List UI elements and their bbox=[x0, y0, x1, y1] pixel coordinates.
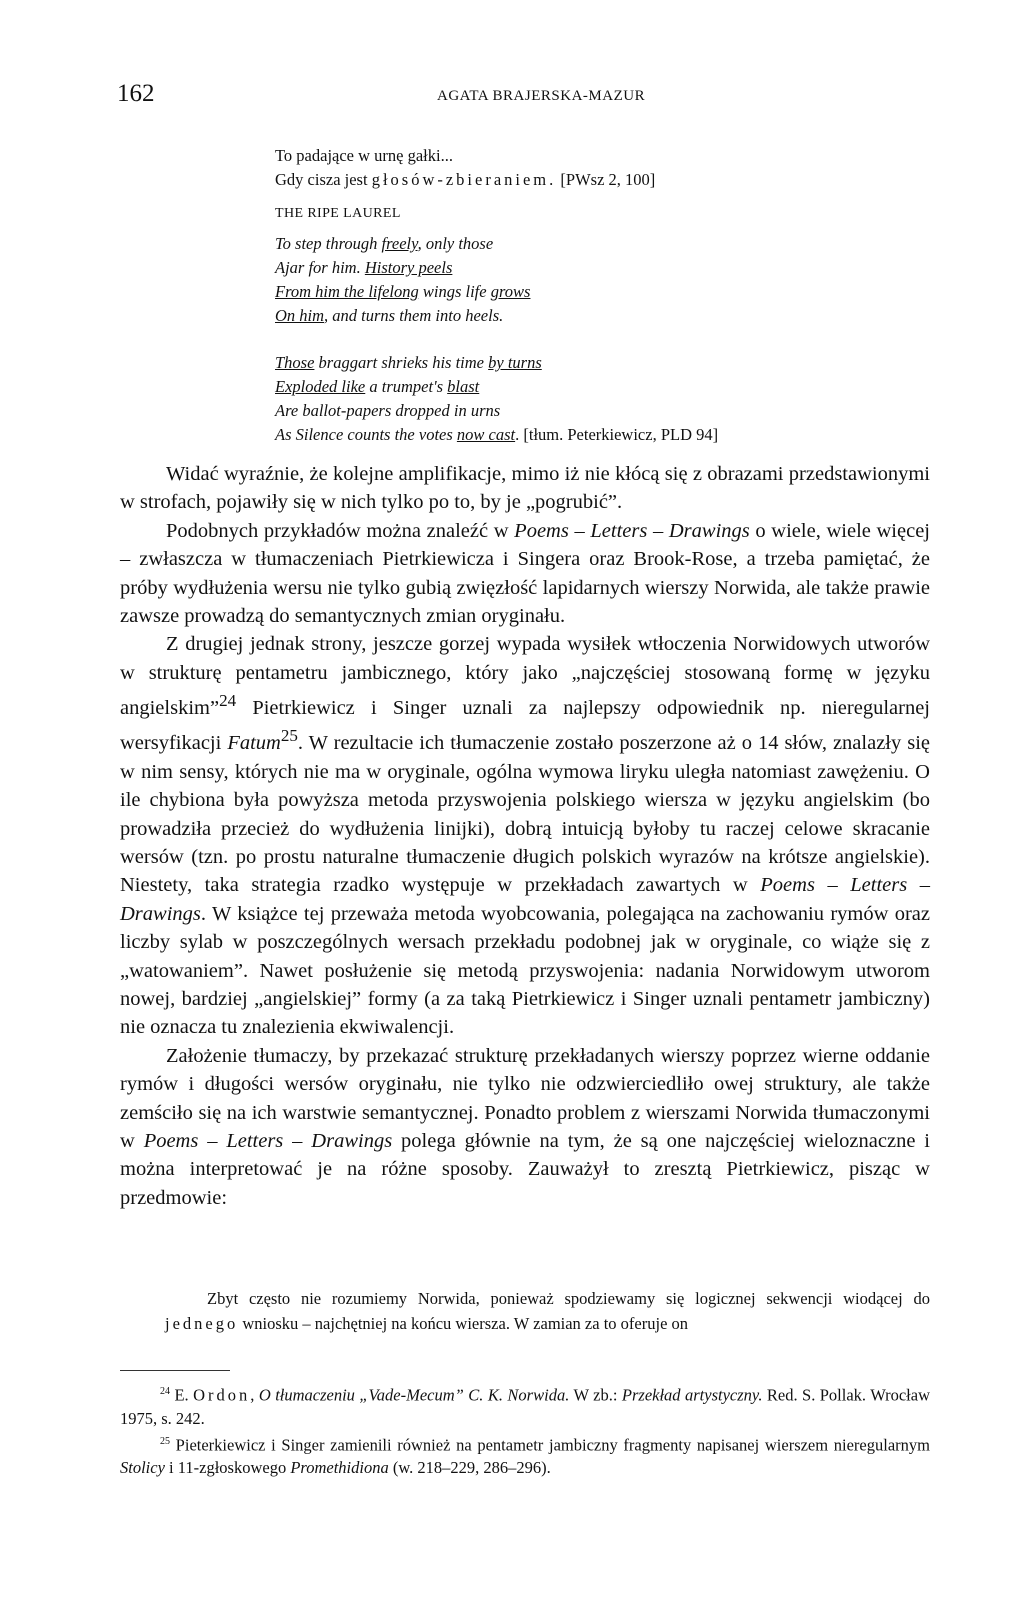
poem-line: Exploded like a trumpet's blast bbox=[275, 377, 480, 396]
footnote-ref[interactable]: 25 bbox=[280, 726, 298, 746]
poem-title-ref: Fatum bbox=[227, 732, 281, 755]
footnote-number: 24 bbox=[160, 1386, 170, 1397]
poem-line: Are ballot-papers dropped in urns bbox=[275, 401, 501, 420]
footnote-24: $^{24}$ E. Ordon, O tłumaczeniu „Vade-Mecum” C. K. Norwida. W zb.: Przekład artystyczny. Red. S. Pollak. Wrocław 1975, s. 242. bbox=[120, 1385, 930, 1428]
running-head: AGATA BRAJERSKA-MAZUR bbox=[437, 88, 646, 104]
poem-line: As Silence counts the votes now cast. [tłum. Peterkiewicz, PLD 94] bbox=[275, 425, 719, 444]
verse-line: To padające w urnę gałki... bbox=[275, 146, 453, 165]
footnote-rule bbox=[120, 1370, 230, 1371]
poem-line: To step through freely, only those bbox=[275, 234, 494, 253]
paragraph-4: Założenie tłumaczy, by przekazać strukturę przekładanych wierszy poprzez wierne oddanie rymów i długości wersów oryginału, nie tylko nie odzwierciedliło owej struktury, ale także zemściło się na ich warstwie semantycznej. Ponadto problem z wierszami Norwida tłumaczonymi w Poems – Letters – Drawings polega głównie na tym, że są one najczęściej wieloznaczne i można interpretować je na różne sposoby. Zauważył to zresztą Pietrkiewicz, pisząc w przedmowie: bbox=[120, 1044, 930, 1209]
verse-quote bbox=[275, 144, 915, 192]
book-title: Poems – Letters – Drawings bbox=[120, 874, 930, 925]
footnote-25: $^{25}$ Pieterkiewicz i Singer zamienili również na pentametr jambiczny fragmenty napisanej wierszem nieregularnym Stolicy i 11-zgłoskowego Promethidiona (w. 218–229, 286–296). bbox=[120, 1435, 930, 1477]
spaced-text: głosów-zbieraniem. bbox=[371, 170, 557, 189]
book-title: Poems – Letters – Drawings bbox=[143, 1130, 393, 1152]
paragraph-3: Z drugiej jednak strony, jeszcze gorzej wypada wysiłek wtłoczenia Norwidowych utworów w strukturę pentametru jambicznego, który jako „najczęściej stosowaną formę w języku angielskim”$^{24}$ Pietrkiewicz i Singer uznali za najlepszy odpowiednik np. nieregularnej wersyfikacji Fatum$^{25}$. W rezultacie ich tłumaczenie zostało poszerzone aż o 14 słów, znalazły się w nim sensy, których nie ma w oryginale, ogólna wymowa liryku uległa natomiast zawężeniu. O ile chybiona była powyższa metoda przyswojenia polskiego wiersza w języku angielskim (bo prowadziła przecież do wydłużenia linijki), dobrą intuicją byłoby tu raczej celowe skracanie wersów (tzn. po prostu naturalne tłumaczenie długich polskich wyrazów na krótsze angielskie). Niestety, taka strategia rzadko występuje w przekładach zawartych w Poems – Letters – Drawings. W książce tej przeważa metoda wyobcowania, polegająca na zachowaniu rymów oraz liczby sylab w poszczególnych wersach przekładu podobnej jak w oryginale, co wiąże się z „watowaniem”. Nawet posłużenie się metodą przyswojenia: nadania Norwidowym utworom nowej, bardziej „angielskiej” formy (a za taką Pietrkiewicz i Singer uznali pentametr jambiczny) nie oznacza tu znalezienia ekwiwalencji. bbox=[120, 633, 930, 1039]
poem-line: Ajar for him. History peels bbox=[275, 258, 453, 277]
body-text bbox=[120, 460, 930, 1212]
block-quote: Zbyt często nie rozumiemy Norwida, ponieważ spodziewamy się logicznej sekwencji wiodącej do jednego wniosku – najchętniej na końcu wiersza. W zamian za to oferuje on bbox=[165, 1289, 930, 1333]
poem-title: THE RIPE LAUREL bbox=[275, 206, 401, 221]
spaced-text: jednego bbox=[165, 1314, 239, 1333]
paragraph-2: Podobnych przykładów można znaleźć w Poems – Letters – Drawings o wiele, wiele więcej – zwłaszcza w tłumaczeniach Pietrkiewicza i Singera oraz Brook-Rose, a trzeba pamiętać, że próby wydłużenia wersu nie tylko gubią zwięzłość lapidarnych wierszy Norwida, ale także prawie zawsze prowadzą do semantycznych zmian oryginału. bbox=[120, 519, 931, 628]
poem-line: Those braggart shrieks his time by turns bbox=[275, 353, 542, 372]
verse-text: Gdy cisza jest bbox=[275, 170, 372, 189]
footnote-number: 25 bbox=[160, 1435, 170, 1447]
footnotes bbox=[120, 1380, 930, 1479]
page-header bbox=[117, 80, 887, 112]
citation: [PWsz 2, 100] bbox=[556, 170, 656, 189]
paragraph-1: Widać wyraźnie, że kolejne amplifikacje, mimo iż nie kłócą się z obrazami przedstawionymi w strofach, pojawiły się w nich tylko po to, by je „pogrubić”. bbox=[120, 463, 930, 514]
poem-stanza-1 bbox=[275, 232, 530, 328]
footnote-ref[interactable]: 24 bbox=[219, 691, 237, 711]
poem-line: On him, and turns them into heels. bbox=[275, 306, 504, 325]
poem-stanza-2 bbox=[275, 351, 718, 447]
page-number: 162 bbox=[117, 80, 155, 107]
book-title: Poems – Letters – Drawings bbox=[514, 519, 750, 542]
verse-line bbox=[275, 168, 915, 192]
translation-source: . [tłum. Peterkiewicz, PLD 94] bbox=[515, 425, 719, 444]
poem-line: From him the lifelong wings life grows bbox=[275, 282, 531, 301]
